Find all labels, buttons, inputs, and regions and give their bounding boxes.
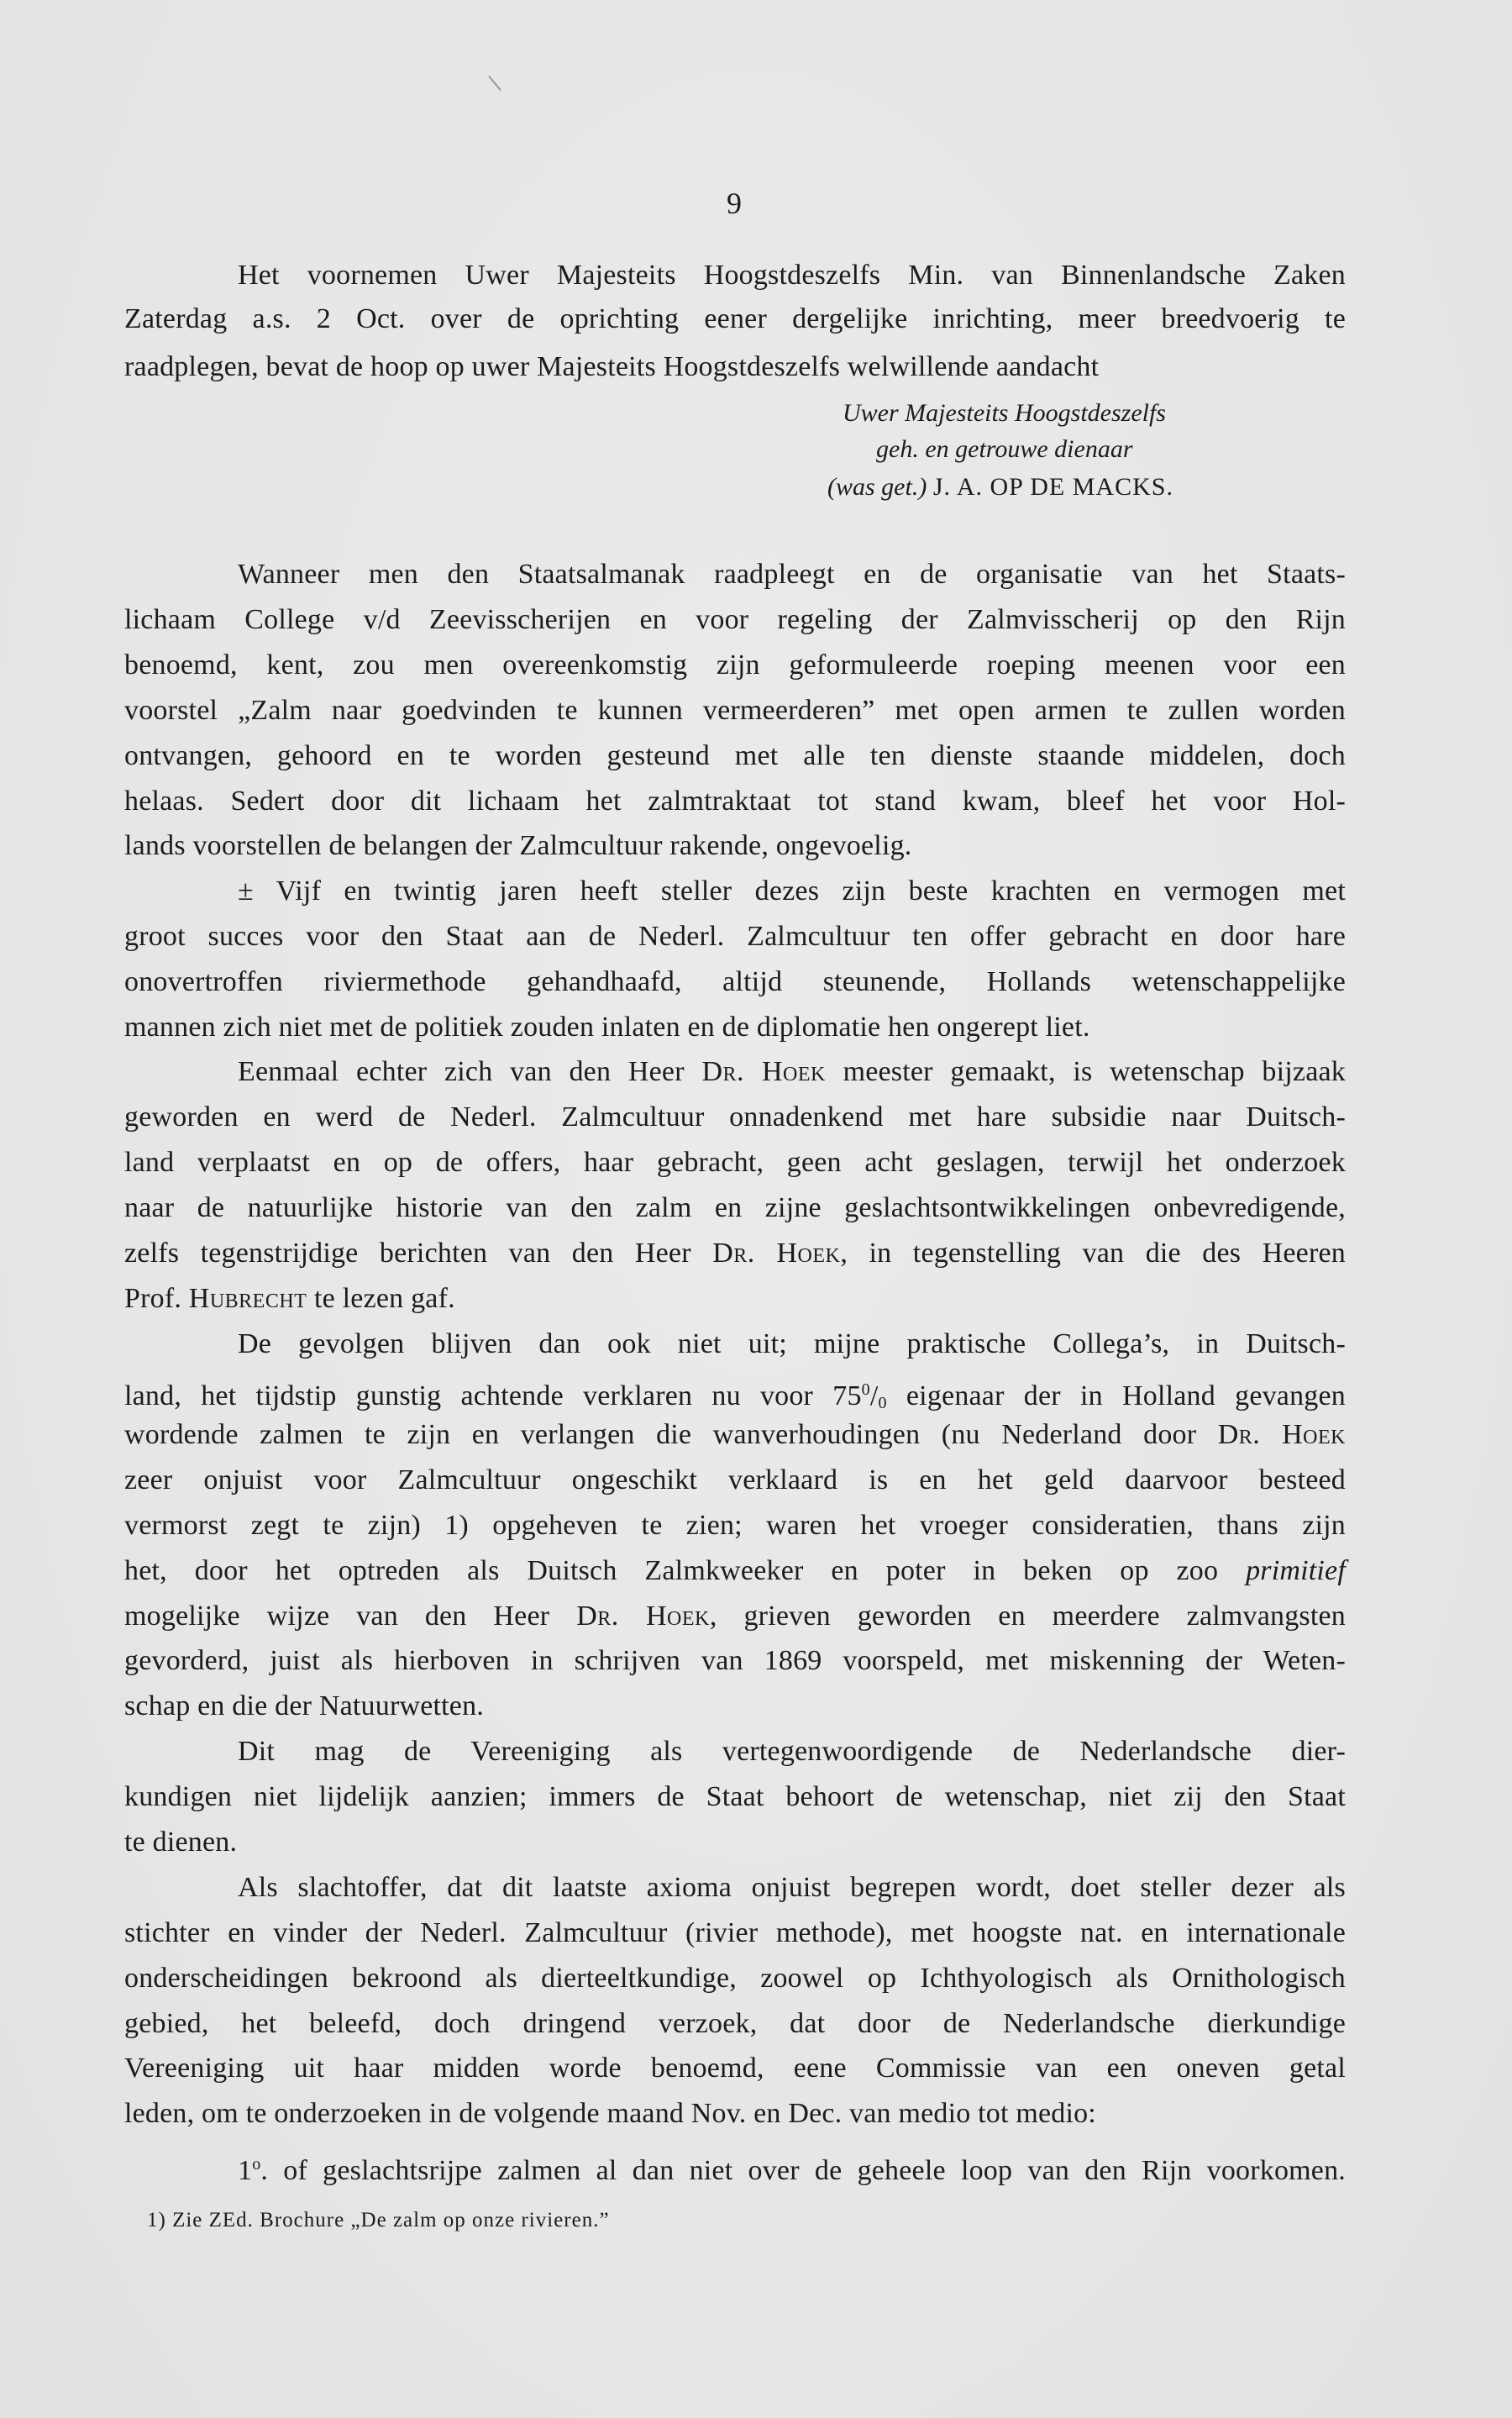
text-line: onderscheidingen bekroond als dierteeltkundige, zoowel op Ichthyologisch als Ornithologisch [124, 1963, 1346, 1994]
text-run: , grieven geworden en meerdere zalmvangsten [709, 1601, 1346, 1632]
page-number: 9 [727, 187, 742, 220]
text-line: raadplegen, bevat de hoop op uwer Majesteits Hoogstdeszelfs welwillende aandacht [124, 351, 1100, 382]
signature-closing-line-1 [843, 398, 1166, 428]
text-line: vermorst zegt te zijn) 1) opgeheven te zien; waren het vroeger consideratien, thans zijn [124, 1510, 1346, 1541]
signature-name-line [827, 472, 1173, 502]
text-run: meester gemaakt, is wetenschap bijzaak [825, 1056, 1346, 1087]
text-line: voorstel „Zalm naar goedvinden te kunnen vermeerderen” met open armen te zullen worden [124, 695, 1346, 726]
scan-speck [488, 76, 501, 91]
text-run: eigenaar der in Holland gevangen [886, 1380, 1346, 1411]
text-run: , in tegenstelling van die des Heeren [840, 1238, 1346, 1269]
text-line [238, 1055, 1346, 1089]
percent-sign-bottom: 0 [878, 1394, 887, 1412]
text-line: Het voornemen Uwer Majesteits Hoogstdeszelfs Min. van Binnenlandsche Zaken [238, 260, 1346, 291]
text-line: land verplaatst en op de offers, haar gebracht, geen acht geslagen, terwijl het onderzoek [124, 1147, 1346, 1178]
text-line [124, 1600, 1346, 1633]
text-line: stichter en vinder der Nederl. Zalmcultuur (rivier methode), met hoogste nat. en internationale [124, 1917, 1346, 1948]
percent-sign-slash: / [869, 1380, 879, 1411]
text-line: kundigen niet lijdelijk aanzien; immers de Staat behoort de wetenschap, niet zij den Staat [124, 1781, 1346, 1812]
text-line: gevorderd, juist als hierboven in schrijven van 1869 voorspeld, met miskenning der Weten- [124, 1645, 1346, 1676]
text-line: schap en die der Natuurwetten. [124, 1690, 484, 1722]
text-run: Eenmaal echter zich van den Heer [238, 1056, 702, 1087]
degree-sign: o [252, 2155, 261, 2174]
text-line: lands voorstellen de belangen der Zalmcultuur rakende, ongevoelig. [124, 830, 912, 861]
text-line: leden, om te onderzoeken in de volgende maand Nov. en Dec. van medio tot medio: [124, 2098, 1096, 2129]
text-line [124, 1373, 1346, 1412]
text-line: helaas. Sedert door dit lichaam het zalmtraktaat tot stand kwam, bleef het voor Hol- [124, 786, 1346, 817]
text-line [124, 1418, 1346, 1452]
signatory-name: J. A. OP DE MACKS. [932, 473, 1173, 501]
text-run: het, door het optreden als Duitsch Zalmkweeker en poter in beken op zoo [124, 1555, 1247, 1586]
item-number: 1 [238, 2155, 253, 2186]
person-name: Dr. Hoek [1217, 1419, 1346, 1450]
signature-closing-line-2 [876, 434, 1133, 465]
signature-text: Uwer Majesteits Hoogstdeszelfs [843, 399, 1166, 427]
list-item [238, 2147, 1346, 2186]
person-name: Dr. Hoek [701, 1056, 826, 1087]
text-run: wordende zalmen te zijn en verlangen die wanverhoudingen (nu Nederland door [124, 1419, 1218, 1450]
person-name: Dr. Hoek [576, 1601, 710, 1632]
text-line: mannen zich niet met de politiek zouden inlaten en de diplomatie hen ongerept liet. [124, 1012, 1090, 1043]
text-run: . of geslachtsrijpe zalmen al dan niet over de geheele loop van den Rijn voorkomen. [260, 2155, 1346, 2186]
text-line: te dienen. [124, 1827, 238, 1858]
text-line [124, 1554, 1346, 1588]
emphasis-text: primitief [1246, 1555, 1346, 1586]
text-line: gebied, het beleefd, doch dringend verzoek, dat door de Nederlandsche dierkundige [124, 2008, 1346, 2039]
text-line: zeer onjuist voor Zalmcultuur ongeschikt verklaard is en het geld daarvoor besteed [124, 1464, 1346, 1495]
text-line: Vereeniging uit haar midden worde benoemd, eene Commissie van een oneven getal [124, 2053, 1346, 2084]
text-run: te lezen gaf. [307, 1283, 455, 1314]
text-line: naar de natuurlijke historie van den zalm en zijne geslachtsontwikkelingen onbevredigende, [124, 1192, 1346, 1223]
text-line: ± Vijf en twintig jaren heeft steller dezes zijn beste krachten en vermogen met [238, 875, 1346, 907]
text-line: Als slachtoffer, dat dit laatste axioma onjuist begrepen wordt, doet steller dezer als [238, 1872, 1346, 1903]
person-name: Dr. Hoek [712, 1238, 841, 1269]
text-line: Wanneer men den Staatsalmanak raadpleegt en de organisatie van het Staats- [238, 559, 1346, 590]
text-line [124, 1282, 455, 1316]
percent-sign-top: 0 [861, 1380, 870, 1399]
text-run: Prof. [124, 1283, 189, 1314]
text-line: ontvangen, gehoord en te worden gesteund met alle ten dienste staande middelen, doch [124, 740, 1346, 771]
text-run: land, het tijdstip gunstig achtende verklaren nu voor 75 [124, 1380, 862, 1411]
text-line: Zaterdag a.s. 2 Oct. over de oprichting eener dergelijke inrichting, meer breedvoerig te [124, 303, 1346, 334]
text-line: De gevolgen blijven dan ook niet uit; mijne praktische Collega’s, in Duitsch- [238, 1328, 1346, 1359]
text-line [124, 1237, 1346, 1270]
text-line: onovertroffen riviermethode gehandhaafd, altijd steunende, Hollands wetenschappelijke [124, 966, 1346, 997]
text-line: lichaam College v/d Zeevisscherijen en voor regeling der Zalmvisscherij op den Rijn [124, 604, 1346, 635]
footnote: 1) Zie ZEd. Brochure „De zalm op onze rivieren.” [147, 2209, 610, 2231]
text-line: benoemd, kent, zou men overeenkomstig zijn geformuleerde roeping meenen voor een [124, 649, 1346, 681]
text-run: zelfs tegenstrijdige berichten van den Heer [124, 1238, 713, 1269]
text-line: Dit mag de Vereeniging als vertegenwoordigende de Nederlandsche dier- [238, 1736, 1346, 1767]
text-run: mogelijke wijze van den Heer [124, 1601, 577, 1632]
text-line: geworden en werd de Nederl. Zalmcultuur onnadenkend met hare subsidie naar Duitsch- [124, 1101, 1346, 1133]
signature-prefix: (was get.) [827, 473, 927, 501]
signature-text: geh. en getrouwe dienaar [876, 435, 1133, 463]
text-line: groot succes voor den Staat aan de Nederl. Zalmcultuur ten offer gebracht en door hare [124, 921, 1346, 952]
person-name: Hubrecht [188, 1283, 307, 1314]
